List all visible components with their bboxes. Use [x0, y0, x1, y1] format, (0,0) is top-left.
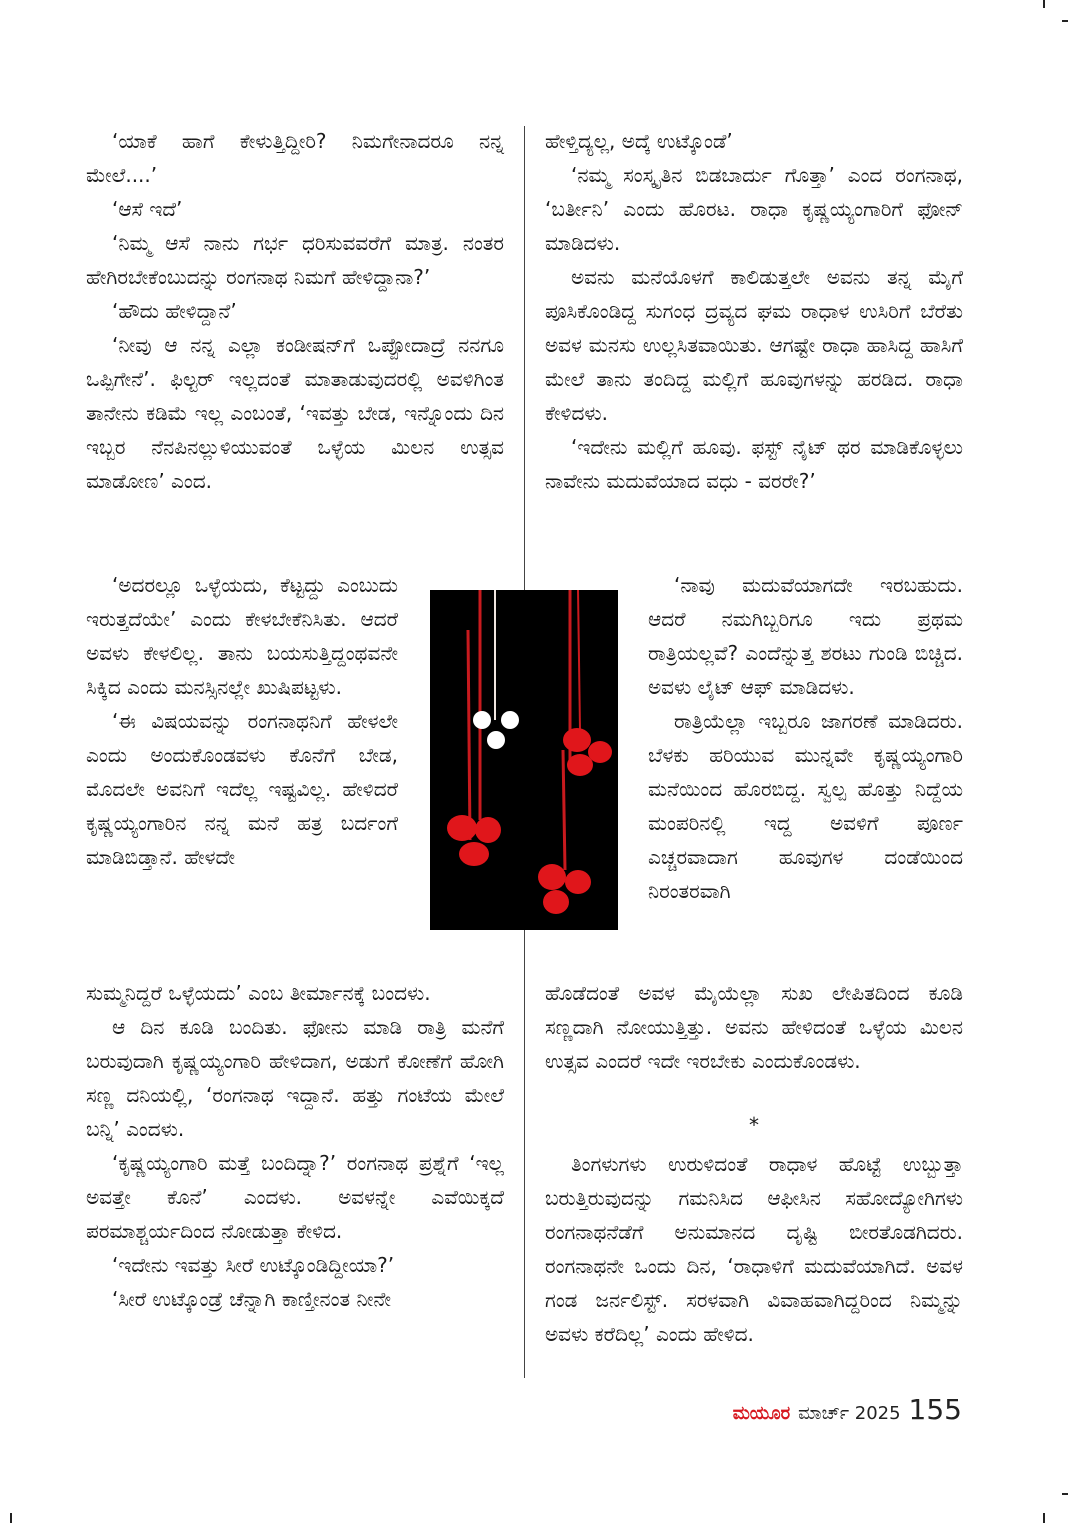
paragraph: ‘ನಿಮ್ಮ ಆಸೆ ನಾನು ಗರ್ಭ ಧರಿಸುವವರೆಗೆ ಮಾತ್ರ. ನಂತರ ಹೇಗಿರಬೇಕೆಂಬುದನ್ನು ರಂಗನಾಥ ನಿಮಗೆ ಹೇಳಿದ್ದಾನಾ?’ — [86, 231, 504, 289]
paragraph: ‘ಕೃಷ್ಣಯ್ಯಂಗಾರಿ ಮತ್ತೆ ಬಂದಿದ್ನಾ?’ ರಂಗನಾಥ ಪ್ರಶ್ನೆಗೆ ‘ಇಲ್ಲ ಅವತ್ತೇ ಕೊನೆ’ ಎಂದಳು. ಅವಳನ್ನೇ ಎವೆಯಿಕ್ಕದೆ ಪರಮಾಶ್ಚರ್ಯದಿಂದ ನೋಡುತ್ತಾ ಕೇಳಿದ. — [86, 1151, 504, 1243]
paragraph: ‘ಇದೇನು ಇವತ್ತು ಸೀರೆ ಉಟ್ಕೊಂಡಿದ್ದೀಯಾ?’ — [112, 1253, 395, 1277]
paragraph: ‘ನಮ್ಮ ಸಂಸ್ಕೃತಿನ ಬಿಡಬಾರ್ದು ಗೊತ್ತಾ’ ಎಂದ ರಂಗನಾಥ, ‘ಬರ್ತೀನಿ’ ಎಂದು ಹೊರಟ. ರಾಧಾ ಕೃಷ್ಣಯ್ಯಂಗಾರಿಗೆ ಫೋನ್ ಮಾಡಿದಳು. — [545, 163, 963, 255]
left-column-bottom — [86, 976, 504, 1316]
left-column-wrap — [86, 568, 398, 874]
page-number: 155 — [908, 1393, 962, 1426]
right-column-bottom — [545, 976, 963, 1078]
page-footer — [733, 1393, 962, 1429]
section-separator: * — [749, 1113, 759, 1137]
paragraph: ಸುಮ್ಮನಿದ್ದರೆ ಒಳ್ಳೆಯದು’ ಎಂಬ ತೀರ್ಮಾನಕ್ಕೆ ಬಂದಳು. — [86, 981, 431, 1005]
red-petal — [538, 864, 566, 890]
magazine-logo: ಮಯೂರ — [732, 1403, 791, 1424]
right-column-end — [545, 1147, 963, 1351]
white-berry — [501, 711, 519, 729]
crop-mark-bottom-right — [1043, 1513, 1045, 1523]
paragraph: ಹೇಳ್ತಿದ್ಯಲ್ಲ, ಅದ್ಕೆ ಉಟ್ಕೊಂಡೆ’ — [545, 129, 733, 153]
paragraph: ‘ನೀವು ಆ ನನ್ನ ಎಲ್ಲಾ ಕಂಡೀಷನ್‌ಗೆ ಒಪ್ಪೋದಾದ್ರೆ ನನಗೂ ಒಪ್ಪಿಗೇನೆ’. ಫಿಲ್ಟರ್ ಇಲ್ಲದಂತೆ ಮಾತಾಡುವುದರಲ್ಲಿ ಅವಳಿಗಿಂತ ತಾನೇನು ಕಡಿಮೆ ಇಲ್ಲ ಎಂಬಂತೆ, ‘ಇವತ್ತು ಬೇಡ, ಇನ್ನೊಂದು ದಿನ ಇಬ್ಬರ ನೆನಪಿನಲ್ಲುಳಿಯುವಂತೆ ಒಳ್ಳೆಯ ಮಿಲನ ಉತ್ಸವ ಮಾಡೋಣ’ ಎಂದ. — [86, 333, 504, 493]
hanging-flowers-illustration — [430, 590, 618, 930]
stem — [563, 750, 565, 870]
crop-mark-top-right — [1043, 0, 1045, 8]
red-petal — [475, 817, 501, 843]
paragraph: ‘ಈ ವಿಷಯವನ್ನು ರಂಗನಾಥನಿಗೆ ಹೇಳಲೇ ಎಂದು ಅಂದುಕೊಂಡವಳು ಕೊನೆಗೆ ಬೇಡ, ಮೊದಲೇ ಅವನಿಗೆ ಇದೆಲ್ಲ ಇಷ್ಟವಿಲ್ಲ. ಹೇಳಿದರೆ ಕೃಷ್ಣಯ್ಯಂಗಾರಿನ ನನ್ನ ಮನೆ ಹತ್ರ ಬರ್ದಂಗೆ ಮಾಡಿಬಿಡ್ತಾನೆ. ಹೇಳದೇ — [86, 709, 398, 869]
paragraph: ‘ಸೀರೆ ಉಟ್ಕೊಂಡ್ರೆ ಚೆನ್ನಾಗಿ ಕಾಣ್ತೀನಂತ ನೀನೇ — [112, 1287, 392, 1311]
right-column-top — [545, 124, 963, 498]
paragraph: ಹೊಡೆದಂತೆ ಅವಳ ಮೈಯೆಲ್ಲಾ ಸುಖ ಲೇಪಿತದಿಂದ ಕೂಡಿ ಸಣ್ಣದಾಗಿ ನೋಯುತ್ತಿತ್ತು. ಅವನು ಹೇಳಿದಂತೆ ಒಳ್ಳೆಯ ಮಿಲನ ಉತ್ಸವ ಎಂದರೆ ಇದೇ ಇರಬೇಕು ಎಂದುಕೊಂಡಳು. — [545, 981, 963, 1073]
crop-mark-bottom-left — [10, 1513, 12, 1523]
crop-mark-right-upper — [1062, 20, 1068, 22]
paragraph: ತಿಂಗಳುಗಳು ಉರುಳಿದಂತೆ ರಾಧಾಳ ಹೊಟ್ಟೆ ಉಬ್ಬುತ್ತಾ ಬರುತ್ತಿರುವುದನ್ನು ಗಮನಿಸಿದ ಆಫೀಸಿನ ಸಹೋದ್ಯೋಗಿಗಳು ರಂಗನಾಥನೆಡೆಗೆ ಅನುಮಾನದ ದೃಷ್ಟಿ ಬೀರತೊಡಗಿದರು. ರಂಗನಾಥನೇ ಒಂದು ದಿನ, ‘ರಾಧಾಳಿಗೆ ಮದುವೆಯಾಗಿದೆ. ಅವಳ ಗಂಡ ಜರ್ನಲಿಸ್ಟ್. ಸರಳವಾಗಿ ವಿವಾಹವಾಗಿದ್ದರಿಂದ ನಿಮ್ಮನ್ನು ಅವಳು ಕರೆದಿಲ್ಲ’ ಎಂದು ಹೇಳಿದ. — [545, 1152, 963, 1346]
red-petal — [543, 890, 569, 914]
issue-date: ಮಾರ್ಚ್ 2025 — [798, 1403, 901, 1424]
red-petal — [567, 754, 593, 776]
paragraph: ‘ಇದೇನು ಮಲ್ಲಿಗೆ ಹೂವು. ಫಸ್ಟ್ ನೈಟ್ ಥರ ಮಾಡಿಕೊಳ್ಳಲು ನಾವೇನು ಮದುವೆಯಾದ ವಧು - ವರರೇ?’ — [545, 435, 963, 493]
red-petal — [565, 870, 591, 894]
paragraph: ‘ಯಾಕೆ ಹಾಗೆ ಕೇಳುತ್ತಿದ್ದೀರಿ? ನಿಮಗೇನಾದರೂ ನನ್ನ ಮೇಲೆ....’ — [86, 129, 504, 187]
crop-mark-right-lower — [1062, 1493, 1068, 1495]
paragraph: ‘ಆಸೆ ಇದೆ’ — [112, 197, 183, 221]
paragraph: ‘ನಾವು ಮದುವೆಯಾಗದೇ ಇರಬಹುದು. ಆದರೆ ನಮಗಿಬ್ಬರಿಗೂ ಇದು ಪ್ರಥಮ ರಾತ್ರಿಯಲ್ಲವೆ? ಎಂದೆನ್ನುತ್ತ ಶರಟು ಗುಂಡಿ ಬಿಚ್ಚಿದ. ಅವಳು ಲೈಟ್ ಆಫ್ ಮಾಡಿದಳು. — [648, 573, 963, 699]
stem — [468, 630, 470, 840]
red-petal — [447, 815, 477, 841]
red-petal — [588, 741, 612, 763]
red-petal — [563, 728, 591, 752]
white-berry — [487, 731, 505, 749]
white-berry — [473, 711, 491, 729]
paragraph: ‘ಅದರಲ್ಲೂ ಒಳ್ಳೆಯದು, ಕೆಟ್ಟದ್ದು ಎಂಬುದು ಇರುತ್ತದೆಯೇ’ ಎಂದು ಕೇಳಬೇಕೆನಿಸಿತು. ಆದರೆ ಅವಳು ಕೇಳಲಿಲ್ಲ. ತಾನು ಬಯಸುತ್ತಿದ್ದಂಥವನೇ ಸಿಕ್ಕಿದ ಎಂದು ಮನಸ್ಸಿನಲ್ಲೇ ಖುಷಿಪಟ್ಟಳು. — [86, 573, 398, 699]
paragraph: ಆ ದಿನ ಕೂಡಿ ಬಂದಿತು. ಫೋನು ಮಾಡಿ ರಾತ್ರಿ ಮನೆಗೆ ಬರುವುದಾಗಿ ಕೃಷ್ಣಯ್ಯಂಗಾರಿ ಹೇಳಿದಾಗ, ಅಡುಗೆ ಕೋಣೆಗೆ ಹೋಗಿ ಸಣ್ಣ ದನಿಯಲ್ಲಿ, ‘ರಂಗನಾಥ ಇದ್ದಾನೆ. ಹತ್ತು ಗಂಟೆಯ ಮೇಲೆ ಬನ್ನಿ’ ಎಂದಳು. — [86, 1015, 504, 1141]
right-column-wrap — [648, 568, 963, 908]
left-column-top — [86, 124, 504, 498]
paragraph: ರಾತ್ರಿಯೆಲ್ಲಾ ಇಬ್ಬರೂ ಜಾಗರಣೆ ಮಾಡಿದರು. ಬೆಳಕು ಹರಿಯುವ ಮುನ್ನವೇ ಕೃಷ್ಣಯ್ಯಂಗಾರಿ ಮನೆಯಿಂದ ಹೊರಬಿದ್ದ. ಸ್ವಲ್ಪ ಹೊತ್ತು ನಿದ್ದೆಯ ಮಂಪರಿನಲ್ಲಿ ಇದ್ದ ಅವಳಿಗೆ ಪೂರ್ಣ ಎಚ್ಚರವಾದಾಗ ಹೂವುಗಳ ದಂಡೆಯಿಂದ ನಿರಂತರವಾಗಿ — [648, 709, 963, 903]
paragraph: ‘ಹೌದು ಹೇಳಿದ್ದಾನೆ’ — [112, 299, 237, 323]
paragraph: ಅವನು ಮನೆಯೊಳಗೆ ಕಾಲಿಡುತ್ತಲೇ ಅವನು ತನ್ನ ಮೈಗೆ ಪೂಸಿಕೊಂಡಿದ್ದ ಸುಗಂಧ ದ್ರವ್ಯದ ಘಮ ರಾಧಾಳ ಉಸಿರಿಗೆ ಬೆರೆತು ಅವಳ ಮನಸು ಉಲ್ಲಸಿತವಾಯಿತು. ಆಗಷ್ಟೇ ರಾಧಾ ಹಾಸಿದ್ದ ಹಾಸಿಗೆ ಮೇಲೆ ತಾನು ತಂದಿದ್ದ ಮಲ್ಲಿಗೆ ಹೂವುಗಳನ್ನು ಹರಡಿದ. ರಾಧಾ ಕೇಳಿದಳು. — [545, 265, 963, 425]
red-petal — [459, 842, 489, 866]
